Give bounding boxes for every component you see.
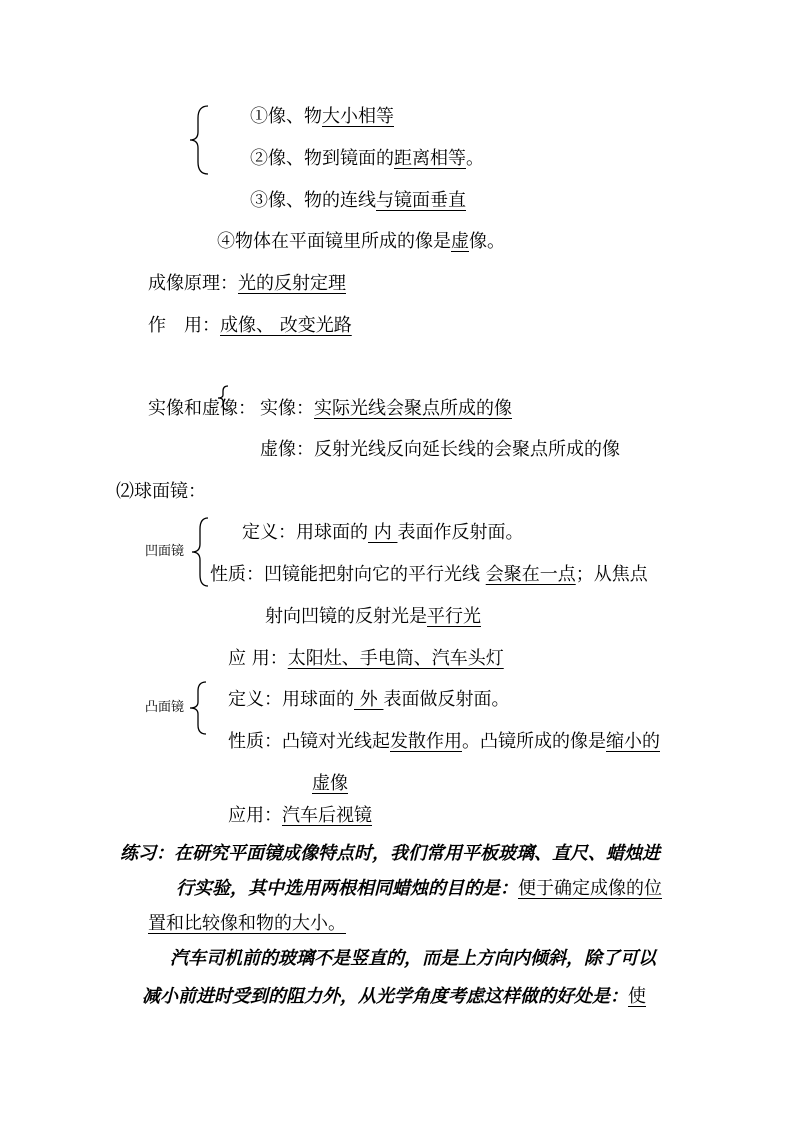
rule-size-equal: ①像、物大小相等 xyxy=(250,106,394,127)
exercise-q2-line1: 汽车司机前的玻璃不是竖直的，而是上方向内倾斜，除了可以 xyxy=(170,948,656,969)
convex-application: 应用：汽车后视镜 xyxy=(228,805,372,826)
convex-mirror-label: 凸面镜 xyxy=(145,700,185,715)
convex-property-cont: 虚像 xyxy=(312,773,348,794)
concave-property-cont: 射向凹镜的反射光是平行光 xyxy=(265,606,481,627)
concave-definition: 定义：用球面的 内 表面作反射面。 xyxy=(242,522,524,543)
exercise-q1-line2: 行实验，其中选用两根相同蜡烛的目的是：便于确定成像的位 xyxy=(176,878,662,899)
exercise-q1-line1: 练习：在研究平面镜成像特点时，我们常用平板玻璃、直尺、蜡烛进 xyxy=(120,843,660,864)
virtual-image-definition: 虚像：反射光线反向延长线的会聚点所成的像 xyxy=(260,439,620,460)
imaging-principle: 成像原理：光的反射定理 xyxy=(148,273,346,294)
spherical-mirror-heading: ⑵球面镜： xyxy=(116,481,206,502)
rule-distance-equal: ②像、物到镜面的距离相等。 xyxy=(250,148,484,169)
concave-mirror-label: 凹面镜 xyxy=(145,544,185,559)
plane-mirror-brace xyxy=(188,104,212,176)
concave-brace xyxy=(190,516,210,588)
convex-brace xyxy=(188,680,208,736)
plane-mirror-use: 作 用：成像、 改变光路 xyxy=(148,315,352,336)
concave-application: 应 用：太阳灶、手电筒、汽车头灯 xyxy=(228,648,504,669)
convex-property: 性质：凸镜对光线起发散作用。凸镜所成的像是缩小的 xyxy=(228,731,660,752)
rule-virtual-image: ④物体在平面镜里所成的像是虚像。 xyxy=(217,231,505,252)
exercise-q1-line3: 置和比较像和物的大小。 xyxy=(148,913,346,934)
concave-property: 性质：凹镜能把射向它的平行光线 会聚在一点；从焦点 xyxy=(210,564,648,585)
rule-line-perpendicular: ③像、物的连线与镜面垂直 xyxy=(250,190,466,211)
real-and-virtual-label: 实像和虚像： xyxy=(148,398,256,419)
real-image-definition: 实像：实际光线会聚点所成的像 xyxy=(260,398,512,419)
convex-definition: 定义：用球面的 外 表面做反射面。 xyxy=(228,689,510,710)
exercise-q2-line2: 减小前进时受到的阻力外，从光学角度考虑这样做的好处是：使 xyxy=(142,986,646,1007)
